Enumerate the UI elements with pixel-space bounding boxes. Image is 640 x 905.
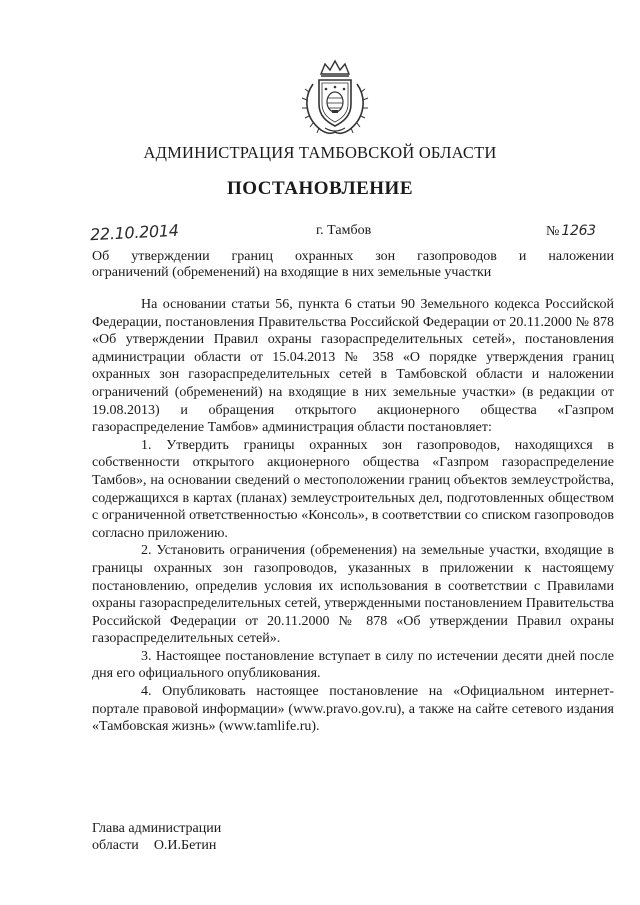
paragraph-item-1: 1. Утвердить границы охранных зон газопроводов, находящихся в собственности открытого акционерного общества «Газпром газораспределение Тамбов», на основании сведений о местоположении границ объектов землеустройства, содержащихся в картах (планах) землеустроительных дел, подготовленных обществом с ограниченной ответственностью «Консоль», в соответствии со списком газопроводов согласно приложению.	[92, 437, 614, 541]
document-subject	[92, 249, 614, 281]
document-type: ПОСТАНОВЛЕНИЕ	[226, 178, 414, 199]
subject-line-2: ограничений (обременений) на входящие в них земельные участки	[92, 265, 492, 280]
coat-of-arms-icon	[299, 58, 371, 136]
paragraph-item-3: 3. Настоящее постановление вступает в силу по истечении десяти дней после дня его официального опубликования.	[92, 648, 614, 682]
date-handwritten: 22.10.2014	[89, 220, 180, 245]
signature-title-line-2	[92, 837, 221, 854]
paragraph-item-4: 4. Опубликовать настоящее постановление на «Официальном интернет-портале правовой информации» (www.pravo.gov.ru), а также на сайте сетевого издания «Тамбовская жизнь» (www.tamlife.ru).	[92, 684, 614, 735]
document-city: г. Тамбов	[316, 223, 372, 238]
signatory-name: О.И.Бетин	[153, 838, 217, 853]
organization-name: АДМИНИСТРАЦИЯ ТАМБОВСКОЙ ОБЛАСТИ	[143, 143, 497, 162]
signature-block	[92, 820, 221, 854]
paragraph-preamble: На основании статьи 56, пункта 6 статьи 90 Земельного кодекса Российской Федерации, постановления Правительства Российской Федерации от 20.11.2000 № 878 «Об утверждении Правил охраны газораспределительных сетей», постановления администрации области от 15.04.2013 № 358 «О порядке утверждения границ охранных зон газораспределительных сетей в Тамбовской области и наложении ограничений (обременений) на входящие в них земельные участки» (в редакции от 19.08.2013) и обращения открытого акционерного общества «Газпром газораспределение Тамбов» администрация области постановляет:	[92, 297, 614, 436]
document-number	[546, 223, 596, 240]
signature-title-line-1: Глава администрации	[92, 821, 222, 836]
number-handwritten: 1263	[561, 223, 596, 239]
subject-line-1: Об утверждении границ охранных зон газопроводов и наложении	[92, 249, 614, 264]
signature-title-region: области	[92, 838, 139, 853]
paragraph-item-2: 2. Установить ограничения (обременения) на земельные участки, входящие в границы охранных зон газопроводов, указанных в приложении к настоящему постановлению, определив условия их использования в соответствии с Правилами охраны газораспределительных сетей, утвержденными постановлением Правительства Российской Федерации от 20.11.2000 № 878 «Об утверждении Правил охраны газораспределительных сетей».	[92, 543, 614, 647]
number-prefix: №	[546, 224, 560, 239]
document-date	[89, 220, 180, 245]
document-body	[92, 296, 614, 736]
